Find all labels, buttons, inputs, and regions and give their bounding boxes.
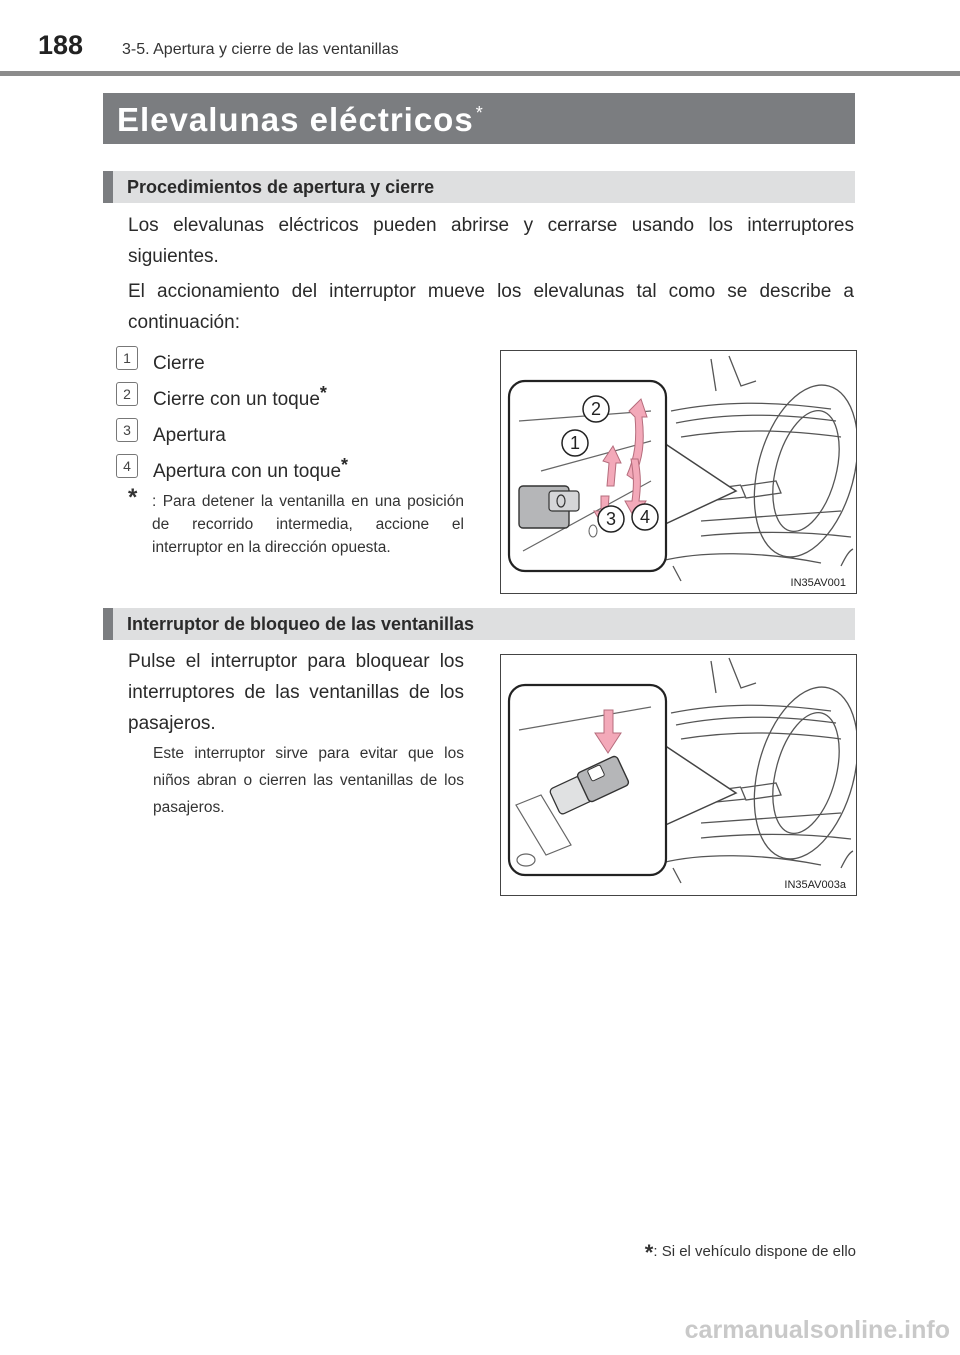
section-heading-band bbox=[103, 171, 855, 203]
footnote-asterisk: * bbox=[644, 1240, 654, 1265]
item-label: Cierre con un toque* bbox=[153, 383, 327, 410]
item-label: Cierre bbox=[153, 353, 205, 374]
asterisk-note bbox=[128, 484, 464, 559]
item-label: Apertura con un toque* bbox=[153, 455, 349, 482]
intro-paragraph: Los elevalunas eléctricos pueden abrirse y cerrarse usando los interruptores siguientes. bbox=[128, 215, 854, 267]
list-item bbox=[116, 450, 476, 480]
item-number-badge: 4 bbox=[116, 454, 138, 478]
title-asterisk: * bbox=[475, 103, 484, 123]
section-heading-band bbox=[103, 608, 855, 640]
lock-explanation: Este interruptor sirve para evitar que los niños abran o cierren las ventanillas de los pasajeros. bbox=[153, 745, 464, 816]
callout-3: 3 bbox=[605, 509, 617, 529]
note-asterisk: * bbox=[128, 484, 138, 511]
page-title: Elevalunas eléctricos * bbox=[117, 101, 484, 138]
operation-paragraph: El accionamiento del interruptor mueve los elevalunas tal como se describe a continuación: bbox=[128, 281, 854, 333]
item-number-badge: 3 bbox=[116, 418, 138, 442]
list-item bbox=[116, 378, 476, 408]
note-text: : Para detener la ventanilla en una posición de recorrido intermedia, accione el interruptor en la dirección opuesta. bbox=[152, 493, 464, 556]
callout-1: 1 bbox=[569, 433, 581, 453]
item-number-badge: 2 bbox=[116, 382, 138, 406]
item-number-badge: 1 bbox=[116, 346, 138, 370]
watermark: carmanualsonline.info bbox=[684, 1316, 950, 1344]
figure-window-lock-switch bbox=[500, 654, 857, 896]
page-title-band bbox=[103, 93, 855, 144]
page-number: 188 bbox=[38, 30, 84, 60]
footnote: *: Si el vehículo dispone de ello bbox=[644, 1240, 856, 1265]
figure-code: IN35AV003a bbox=[784, 879, 846, 891]
list-item bbox=[116, 414, 476, 444]
list-item bbox=[116, 342, 476, 372]
callout-4: 4 bbox=[639, 507, 651, 527]
figure-window-switches bbox=[500, 350, 857, 594]
window-lock-illustration bbox=[501, 655, 856, 895]
callout-2: 2 bbox=[590, 399, 602, 419]
window-switch-illustration bbox=[501, 351, 856, 593]
header-rule bbox=[0, 71, 960, 76]
item-label: Apertura bbox=[153, 425, 226, 446]
section-reference: 3-5. Apertura y cierre de las ventanillas bbox=[122, 41, 399, 58]
section-heading-procedures: Procedimientos de apertura y cierre bbox=[127, 177, 435, 197]
lock-paragraph: Pulse el interruptor para bloquear los interruptores de las ventanillas de los pasajeros. bbox=[128, 651, 464, 734]
figure-code: IN35AV001 bbox=[790, 577, 846, 589]
section-heading-window-lock: Interruptor de bloqueo de las ventanillas bbox=[127, 614, 475, 634]
